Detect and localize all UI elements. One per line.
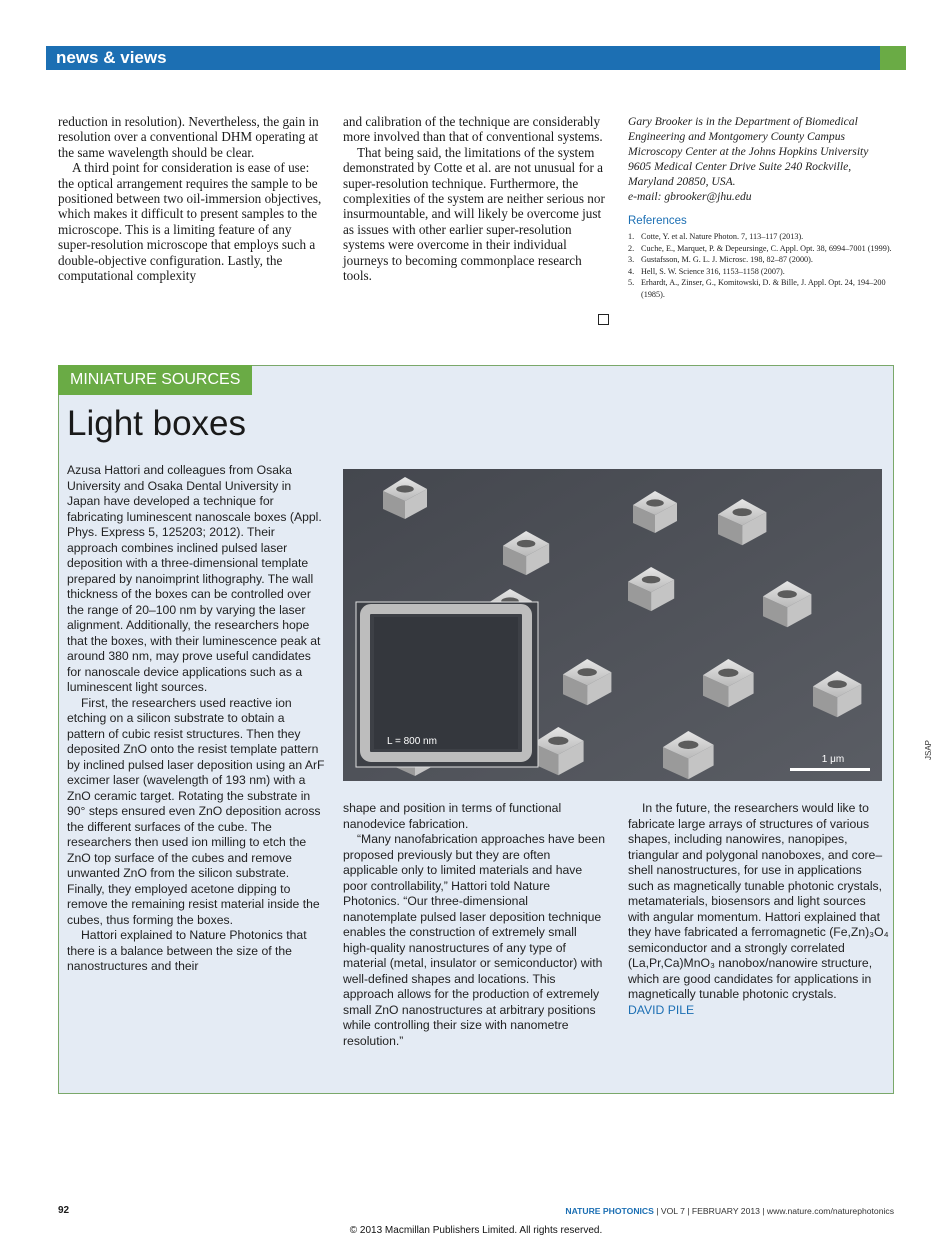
author-note: Gary Brooker is in the Department of Biomedical Engineering and Montgomery County Campus Microscopy Center at the Johns Hopkins University 9605 Medical Center Drive Suite 240 Rockville, Maryland 20850, USA.	[628, 115, 869, 188]
feature-title: Light boxes	[67, 404, 247, 443]
header-accent	[880, 46, 906, 70]
top-column-2	[343, 114, 605, 283]
page-number: 92	[58, 1205, 70, 1216]
paragraph: A third point for consideration is ease of use: the optical arrangement requires the sample to be positioned between two oil-immersion objectives, which makes it difficult to present samples to the microscope. This is a limiting feature of any super-resolution microscope that employs such a double-objective configuration. Lastly, the computational complexity	[58, 160, 322, 284]
end-of-article-mark	[598, 314, 609, 325]
sem-micrograph	[343, 469, 882, 781]
paragraph: That being said, the limitations of the system demonstrated by Cotte et al. are not unusual for a super-resolution technique. Furthermore, the complexities of the system are neither serious nor insurmountable, and will likely be overcome just as issues with other earlier super-resolution systems were overcome in their individual journeys to becoming commonplace research tools.	[343, 144, 605, 284]
paragraph: First, the researchers used reactive ion etching on a silicon substrate to obtain a pattern of cubic resist structures. Then they deposited ZnO onto the resist template pattern by inclined pulsed laser deposition using an ArF excimer laser (wavelength of 193 nm) with a ZnO ceramic target. Rotating the substrate in 90° steps ensured even ZnO deposition across the different surfaces of the cube. The researchers then used ion milling to etch the ZnO top surface of the cubes and remove unwanted ZnO from the silicon substrate. Finally, they employed acetone dipping to remove the remaining resist material inside the cubes, thus forming the boxes.	[67, 695, 325, 927]
paragraph: and calibration of the technique are considerably more involved than that of conventional systems.	[343, 114, 603, 145]
feature-column-2	[343, 801, 605, 1049]
references-heading: References	[628, 215, 687, 227]
reference-item: 4. Hell, S. W. Science 316, 1153–1158 (2007).	[628, 266, 785, 276]
reference-item: 3. Gustafsson, M. G. L. J. Microsc. 198, 82–87 (2000).	[628, 255, 813, 265]
header-bar	[46, 46, 880, 70]
journal-name: NATURE PHOTONICS	[565, 1206, 654, 1216]
paragraph: shape and position in terms of functional nanodevice fabrication.	[343, 801, 562, 831]
paragraph: “Many nanofabrication approaches have been proposed previously but they are often applicable only to limited materials and have poor controllability,” Hattori told Nature Photonics. “Our three-dimensional nanotemplate pulsed laser deposition technique enables the construction of extremely small high-quality nanostructures of any type of material (metal, insulator or semiconductor) with well-defined shapes and locations. This approach allows for the production of extremely small ZnO nanostructures at arbitrary positions while controlling their size with nanometre resolution.”	[343, 832, 605, 1048]
feature-column-1	[67, 463, 325, 975]
references-list	[628, 231, 894, 300]
copyright: © 2013 Macmillan Publishers Limited. All rights reserved.	[349, 1225, 603, 1236]
reference-item: 1. Cotte, Y. et al. Nature Photon. 7, 113–117 (2013).	[628, 232, 804, 242]
image-credit: JSAP	[924, 739, 933, 760]
journal-details: | VOL 7 | FEBRUARY 2013 | www.nature.com/naturephotonics	[653, 1206, 894, 1216]
author-email[interactable]: e-mail: gbrooker@jhu.edu	[628, 190, 752, 203]
feature-column-3	[628, 801, 890, 1018]
reference-item: 2. Cuche, E., Marquet, P. & Depeursinge, C. Appl. Opt. 38, 6994–7001 (1999).	[628, 243, 892, 253]
inset-scale-label: L = 800 nm	[387, 736, 437, 747]
top-column-1	[58, 114, 326, 283]
top-column-3	[628, 114, 894, 300]
feature-label: MINIATURE SOURCES	[58, 365, 252, 395]
paragraph: Azusa Hattori and colleagues from Osaka University and Osaka Dental University in Japan have developed a technique for fabricating luminescent nanoscale boxes (Appl. Phys. Express 5, 125203; 2012). Their approach combines inclined pulsed laser deposition with a three-dimensional template prepared by nanoimprint lithography. The wall thickness of the boxes can be controlled over the range of 20–100 nm by varying the laser alignment. Additionally, the researchers hope that the boxes, with their luminescence peak at around 380 nm, may prove useful candidates for nanoscale device applications such as a luminescent light sources.	[67, 463, 322, 694]
paragraph: In the future, the researchers would like to fabricate large arrays of structures of various shapes, including nanowires, nanopipes, triangular and polygonal nanoboxes, and core–shell nanostructures, for use in applications such as magnetically tunable photonic crystals, metamaterials, biosensors and light sources with angular momentum. Hattori explained that they have fabricated a ferromagnetic (Fe,Zn)₃O₄ semiconductor and a strongly correlated (La,Pr,Ca)MnO₃ nanobox/nanowire structure, which are good candidates for applications in magnetically tunable photonic crystals.	[628, 801, 889, 1001]
byline: DAVID PILE	[628, 1002, 695, 1017]
scale-bar	[790, 768, 870, 771]
reference-item: 5. Erhardt, A., Zinser, G., Komitowski, D. & Bille, J. Appl. Opt. 24, 194–200 (1985).	[628, 278, 886, 299]
journal-info	[565, 1206, 894, 1216]
section-title: news & views	[56, 48, 167, 67]
paragraph: Hattori explained to Nature Photonics that there is a balance between the size of the nanostructures and their	[67, 928, 307, 973]
paragraph: reduction in resolution). Nevertheless, the gain in resolution over a conventional DHM operating at the same wavelength should be clear.	[58, 114, 319, 160]
nanobox-image	[343, 469, 882, 781]
scale-bar-label: 1 μm	[821, 754, 845, 765]
